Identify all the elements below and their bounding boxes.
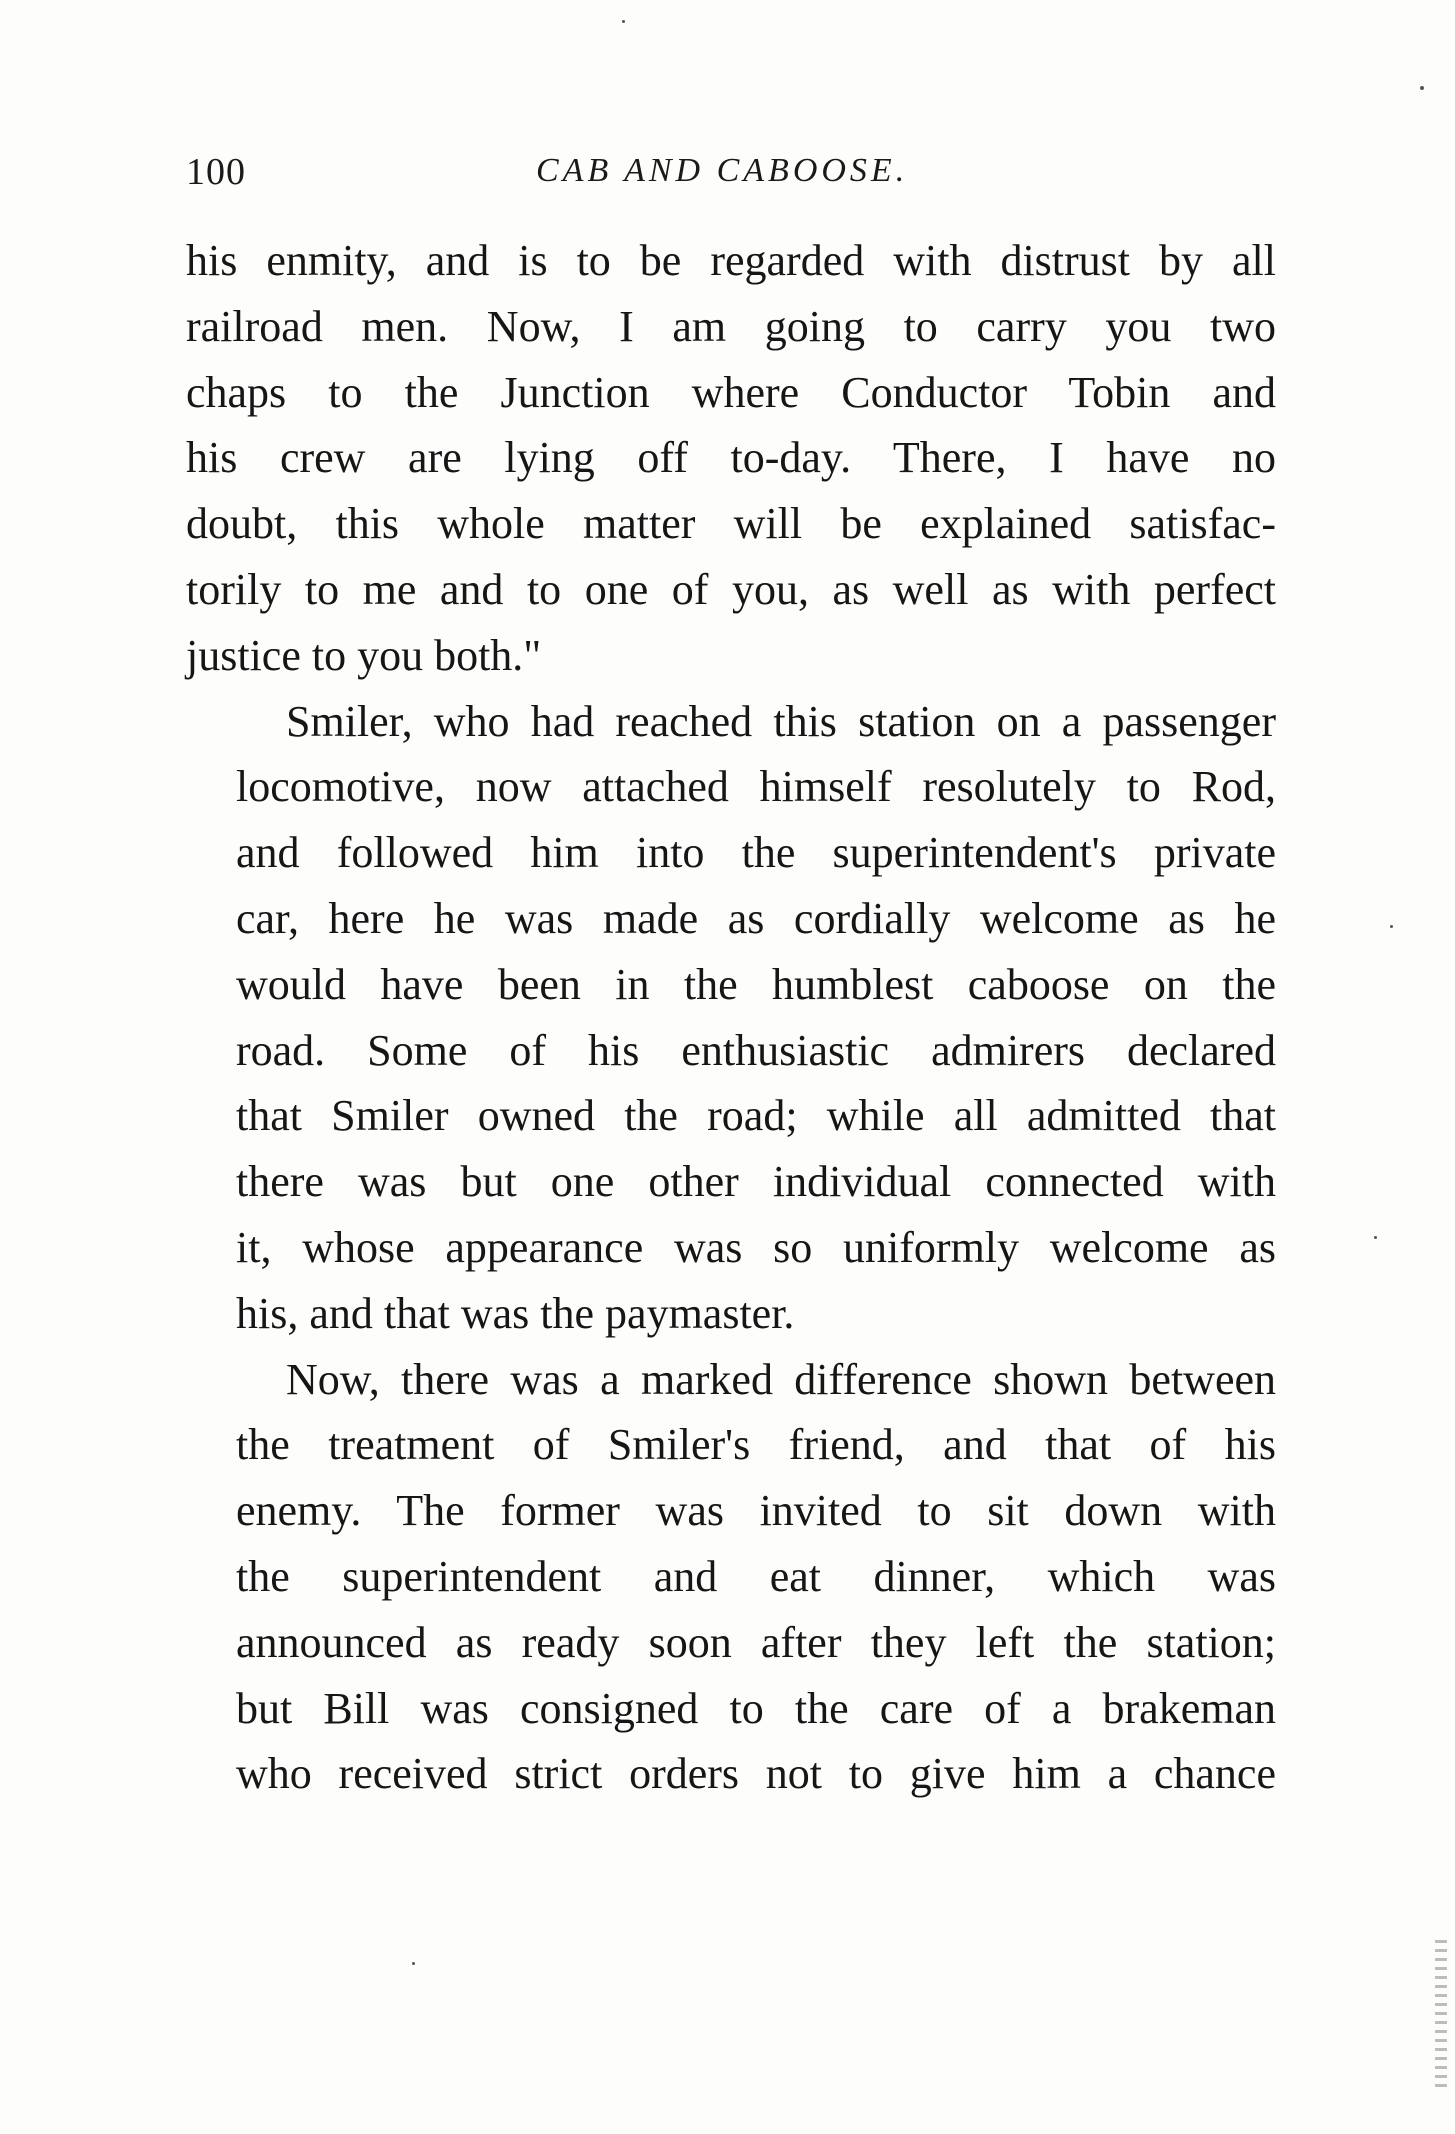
text-line: the superintendent and eat dinner, which was (236, 1551, 1276, 1601)
text-line: there was but one other individual connected with (236, 1157, 1276, 1207)
text-line: it, whose appearance was so uniformly welcome as (236, 1222, 1276, 1272)
text-line: the treatment of Smiler's friend, and that of his (236, 1420, 1276, 1470)
text-line: his crew are lying off to-day. There, I have no (186, 433, 1276, 483)
paragraph-3 (186, 1347, 1276, 1808)
paragraph-2 (186, 689, 1276, 1347)
text-line: chaps to the Junction where Conductor Tobin and (186, 367, 1276, 417)
scan-speck (1420, 86, 1424, 90)
book-title: CAB AND CABOOSE. (536, 152, 909, 189)
text-line: that Smiler owned the road; while all admitted that (236, 1091, 1276, 1141)
scan-speck (622, 20, 625, 23)
text-line: his enmity, and is to be regarded with distrust by all (186, 236, 1276, 285)
text-line: enemy. The former was invited to sit down with (236, 1486, 1276, 1536)
running-head (186, 150, 1276, 200)
text-line: road. Some of his enthusiastic admirers declared (236, 1025, 1276, 1075)
text-line: but Bill was consigned to the care of a brakeman (236, 1683, 1276, 1733)
text-line: car, here he was made as cordially welcome as he (236, 893, 1276, 943)
text-line: locomotive, now attached himself resolutely to Rod, (236, 762, 1276, 812)
text-line: announced as ready soon after they left the station; (236, 1617, 1276, 1667)
text-line: railroad men. Now, I am going to carry you two (186, 301, 1276, 351)
body-text (186, 228, 1276, 1807)
text-line: would have been in the humblest caboose on the (236, 959, 1276, 1009)
text-line: justice to you both." (186, 630, 542, 680)
scan-speck (1390, 925, 1393, 928)
paragraph-1 (186, 228, 1276, 689)
text-line: his, and that was the paymaster. (236, 1288, 795, 1338)
text-line: Smiler, who had reached this station on a passenger (286, 696, 1276, 746)
scan-speck (412, 1962, 415, 1965)
scan-edge-noise (1435, 1940, 1447, 2090)
page-number: 100 (186, 151, 246, 193)
text-line: doubt, this whole matter will be explained satisfac- (186, 499, 1276, 549)
text-line: torily to me and to one of you, as well as with perfect (186, 564, 1276, 614)
text-line: Now, there was a marked difference shown between (286, 1354, 1276, 1404)
text-line: who received strict orders not to give him a chance (236, 1749, 1276, 1799)
text-line: and followed him into the superintendent's private (236, 828, 1276, 878)
scan-speck (1374, 1236, 1377, 1239)
